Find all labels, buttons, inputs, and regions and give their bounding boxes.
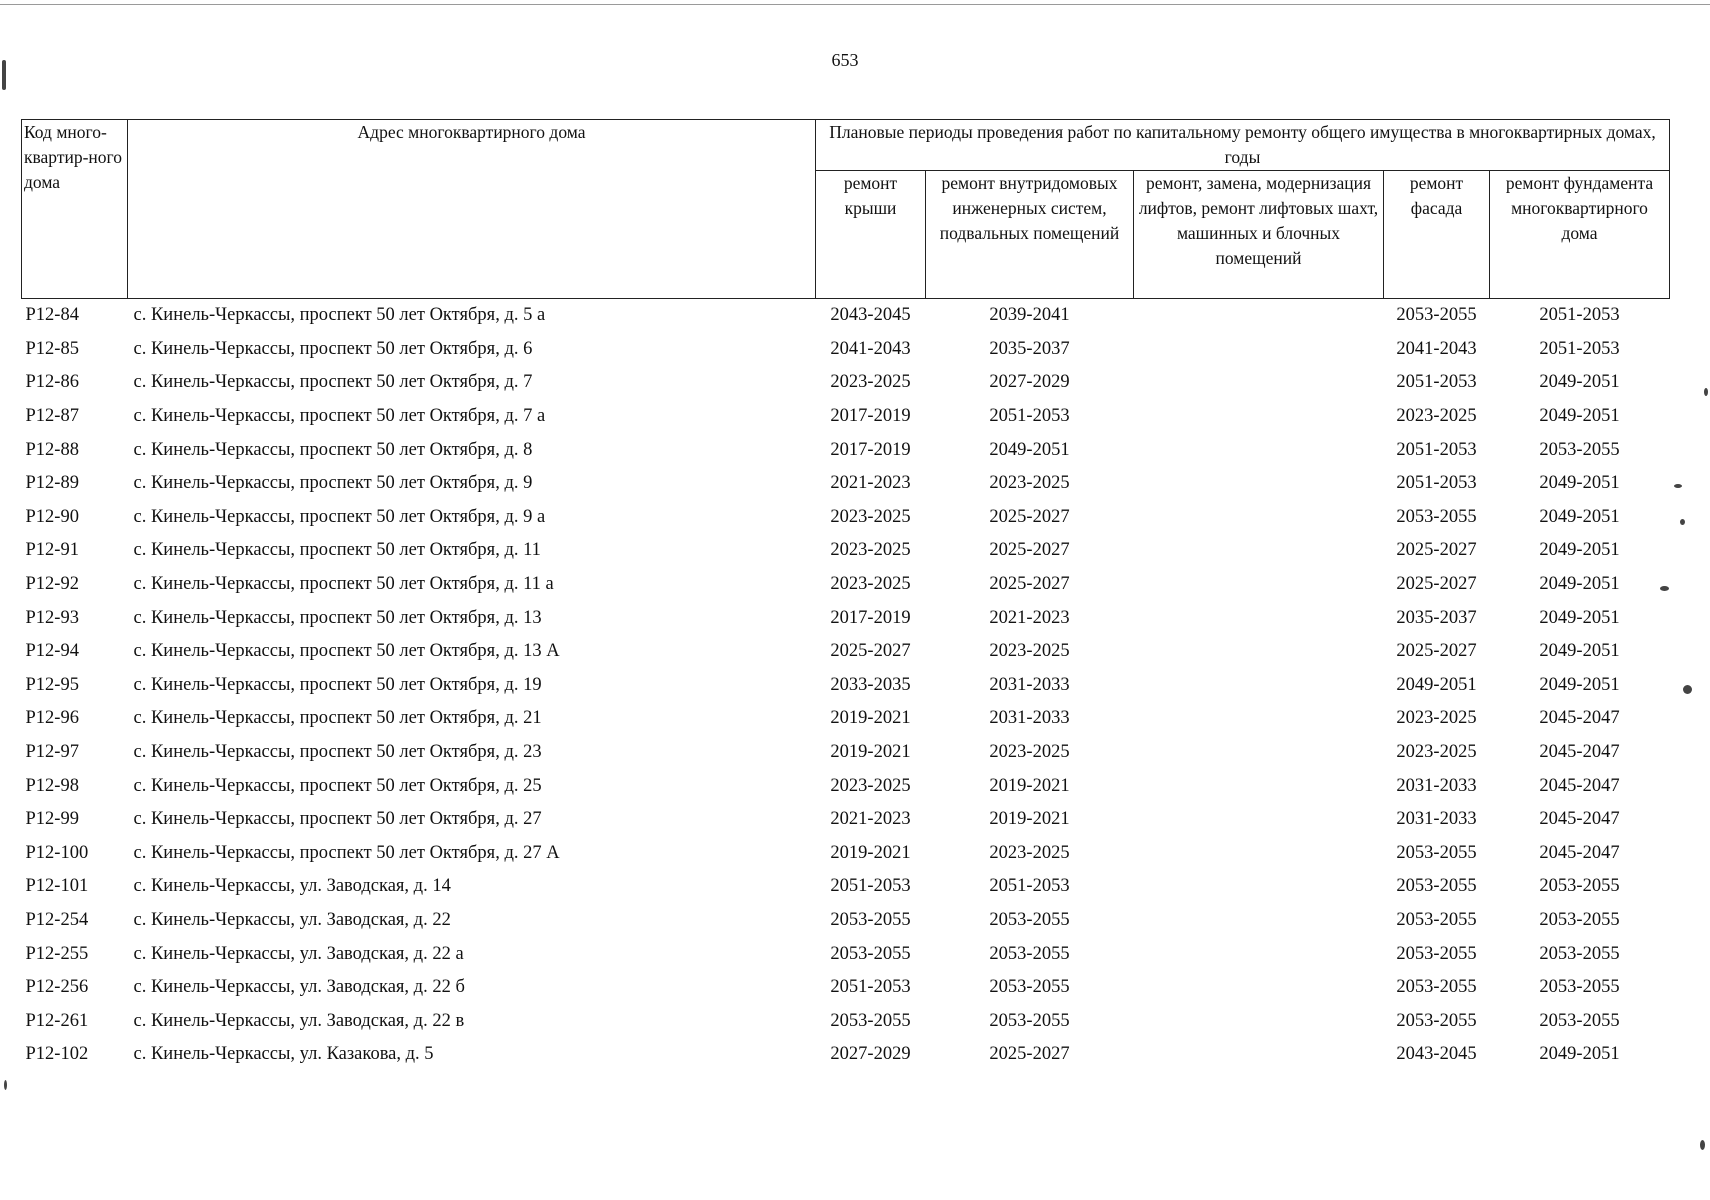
table-row <box>22 971 1670 1005</box>
table-row <box>22 937 1670 971</box>
cell-systems: 2035-2037 <box>989 338 1070 359</box>
cell-lifts <box>1134 769 1384 803</box>
cell-lifts <box>1134 433 1384 467</box>
cell-roof: 2041-2043 <box>830 338 911 359</box>
cell-roof: 2053-2055 <box>830 909 911 930</box>
cell-lifts <box>1134 1004 1384 1038</box>
cell-facade: 2053-2055 <box>1396 943 1477 964</box>
cell-foundation: 2049-2051 <box>1539 1044 1620 1065</box>
cell-address: с. Кинель-Черкассы, проспект 50 лет Октября, д. 5 а <box>133 305 546 326</box>
cell-facade: 2053-2055 <box>1396 842 1477 863</box>
cell-foundation: 2045-2047 <box>1539 742 1620 763</box>
scan-speck <box>1704 388 1708 396</box>
scan-speck <box>1674 484 1682 488</box>
cell-address: с. Кинель-Черкассы, проспект 50 лет Октября, д. 7 <box>133 372 533 393</box>
cell-facade: 2053-2055 <box>1396 977 1477 998</box>
cell-address: с. Кинель-Черкассы, проспект 50 лет Октября, д. 11 <box>133 540 541 561</box>
header-systems: ремонт внутридомовых инженерных систем, подвальных помещений <box>926 171 1134 299</box>
cell-code: Р12-102 <box>25 1044 89 1065</box>
cell-facade: 2041-2043 <box>1396 338 1477 359</box>
cell-address: с. Кинель-Черкассы, проспект 50 лет Октября, д. 11 а <box>133 574 554 595</box>
cell-foundation: 2053-2055 <box>1539 909 1620 930</box>
cell-systems: 2025-2027 <box>989 506 1070 527</box>
cell-roof: 2053-2055 <box>830 943 911 964</box>
repair-schedule-table <box>21 119 1670 1072</box>
cell-facade: 2053-2055 <box>1396 909 1477 930</box>
cell-roof: 2023-2025 <box>830 506 911 527</box>
cell-facade: 2031-2033 <box>1396 775 1477 796</box>
cell-lifts <box>1134 366 1384 400</box>
cell-code: Р12-86 <box>25 372 79 393</box>
cell-roof: 2019-2021 <box>830 742 911 763</box>
cell-roof: 2053-2055 <box>830 1010 911 1031</box>
cell-address: с. Кинель-Черкассы, ул. Заводская, д. 22 а <box>133 943 464 964</box>
table-row <box>22 669 1670 703</box>
cell-facade: 2031-2033 <box>1396 809 1477 830</box>
header-periods-group: Плановые периоды проведения работ по капитальному ремонту общего имущества в многоквартирных домах, годы <box>816 120 1670 171</box>
cell-lifts <box>1134 937 1384 971</box>
cell-foundation: 2053-2055 <box>1539 439 1620 460</box>
cell-foundation: 2045-2047 <box>1539 775 1620 796</box>
cell-systems: 2053-2055 <box>989 909 1070 930</box>
cell-roof: 2019-2021 <box>830 708 911 729</box>
cell-foundation: 2051-2053 <box>1539 305 1620 326</box>
cell-address: с. Кинель-Черкассы, проспект 50 лет Октября, д. 9 <box>133 473 533 494</box>
scan-speck <box>4 1080 7 1090</box>
cell-roof: 2023-2025 <box>830 775 911 796</box>
cell-code: Р12-97 <box>25 742 79 763</box>
cell-systems: 2039-2041 <box>989 305 1070 326</box>
cell-address: с. Кинель-Черкассы, проспект 50 лет Октября, д. 25 <box>133 775 542 796</box>
table-row <box>22 400 1670 434</box>
scan-speck <box>1700 1140 1705 1150</box>
cell-lifts <box>1134 1038 1384 1072</box>
cell-systems: 2023-2025 <box>989 742 1070 763</box>
table-row <box>22 1038 1670 1072</box>
cell-facade: 2025-2027 <box>1396 641 1477 662</box>
table-row <box>22 769 1670 803</box>
header-address: Адрес многоквартирного дома <box>128 120 816 299</box>
cell-address: с. Кинель-Черкассы, ул. Заводская, д. 22 <box>133 909 451 930</box>
cell-lifts <box>1134 971 1384 1005</box>
cell-lifts <box>1134 669 1384 703</box>
cell-foundation: 2049-2051 <box>1539 641 1620 662</box>
cell-roof: 2043-2045 <box>830 305 911 326</box>
cell-lifts <box>1134 299 1384 333</box>
cell-code: Р12-95 <box>25 674 79 695</box>
cell-code: Р12-87 <box>25 406 79 427</box>
table-row <box>22 635 1670 669</box>
cell-address: с. Кинель-Черкассы, ул. Заводская, д. 22 б <box>133 977 465 998</box>
header-facade: ремонт фасада <box>1384 171 1490 299</box>
cell-systems: 2031-2033 <box>989 708 1070 729</box>
cell-foundation: 2049-2051 <box>1539 674 1620 695</box>
cell-lifts <box>1134 736 1384 770</box>
cell-facade: 2023-2025 <box>1396 742 1477 763</box>
cell-code: Р12-89 <box>25 473 79 494</box>
cell-systems: 2027-2029 <box>989 372 1070 393</box>
table-row <box>22 467 1670 501</box>
cell-facade: 2049-2051 <box>1396 674 1477 695</box>
cell-foundation: 2053-2055 <box>1539 943 1620 964</box>
table-row <box>22 333 1670 367</box>
cell-address: с. Кинель-Черкассы, проспект 50 лет Октября, д. 9 а <box>133 506 546 527</box>
cell-facade: 2051-2053 <box>1396 372 1477 393</box>
table-header <box>22 120 1670 299</box>
cell-facade: 2025-2027 <box>1396 574 1477 595</box>
cell-lifts <box>1134 837 1384 871</box>
cell-systems: 2023-2025 <box>989 842 1070 863</box>
table-row <box>22 702 1670 736</box>
table-row <box>22 601 1670 635</box>
cell-roof: 2017-2019 <box>830 406 911 427</box>
page-number: 653 <box>831 50 859 70</box>
cell-address: с. Кинель-Черкассы, ул. Казакова, д. 5 <box>133 1044 434 1065</box>
cell-roof: 2023-2025 <box>830 372 911 393</box>
header-code: Код много-квартир-ного дома <box>22 120 128 299</box>
cell-foundation: 2045-2047 <box>1539 842 1620 863</box>
cell-foundation: 2049-2051 <box>1539 506 1620 527</box>
cell-systems: 2025-2027 <box>989 1044 1070 1065</box>
cell-code: Р12-90 <box>25 506 79 527</box>
cell-code: Р12-96 <box>25 708 79 729</box>
cell-facade: 2053-2055 <box>1396 876 1477 897</box>
table-row <box>22 803 1670 837</box>
cell-facade: 2023-2025 <box>1396 406 1477 427</box>
cell-address: с. Кинель-Черкассы, проспект 50 лет Октября, д. 6 <box>133 338 533 359</box>
scan-speck <box>2 60 6 90</box>
cell-lifts <box>1134 400 1384 434</box>
cell-foundation: 2053-2055 <box>1539 977 1620 998</box>
cell-code: Р12-91 <box>25 540 79 561</box>
cell-foundation: 2051-2053 <box>1539 338 1620 359</box>
cell-systems: 2025-2027 <box>989 540 1070 561</box>
table-row <box>22 870 1670 904</box>
cell-address: с. Кинель-Черкассы, проспект 50 лет Октября, д. 27 <box>133 809 542 830</box>
cell-address: с. Кинель-Черкассы, проспект 50 лет Октября, д. 23 <box>133 742 542 763</box>
cell-systems: 2053-2055 <box>989 977 1070 998</box>
cell-roof: 2027-2029 <box>830 1044 911 1065</box>
cell-address: с. Кинель-Черкассы, проспект 50 лет Октября, д. 21 <box>133 708 542 729</box>
cell-facade: 2051-2053 <box>1396 439 1477 460</box>
top-rule <box>0 4 1710 5</box>
cell-address: с. Кинель-Черкассы, ул. Заводская, д. 14 <box>133 876 451 897</box>
cell-systems: 2021-2023 <box>989 607 1070 628</box>
cell-roof: 2023-2025 <box>830 574 911 595</box>
cell-roof: 2021-2023 <box>830 809 911 830</box>
cell-lifts <box>1134 534 1384 568</box>
cell-code: Р12-100 <box>25 842 89 863</box>
cell-lifts <box>1134 568 1384 602</box>
cell-facade: 2023-2025 <box>1396 708 1477 729</box>
cell-systems: 2031-2033 <box>989 674 1070 695</box>
cell-lifts <box>1134 702 1384 736</box>
cell-roof: 2021-2023 <box>830 473 911 494</box>
table-row <box>22 433 1670 467</box>
cell-address: с. Кинель-Черкассы, проспект 50 лет Октября, д. 13 А <box>133 641 560 662</box>
table-row <box>22 534 1670 568</box>
table-row <box>22 1004 1670 1038</box>
cell-lifts <box>1134 870 1384 904</box>
cell-facade: 2043-2045 <box>1396 1044 1477 1065</box>
scan-speck <box>1683 685 1692 694</box>
header-foundation: ремонт фундамента многоквартирного дома <box>1490 171 1670 299</box>
cell-systems: 2019-2021 <box>989 809 1070 830</box>
cell-foundation: 2049-2051 <box>1539 473 1620 494</box>
cell-systems: 2023-2025 <box>989 641 1070 662</box>
cell-systems: 2051-2053 <box>989 406 1070 427</box>
cell-facade: 2051-2053 <box>1396 473 1477 494</box>
cell-roof: 2017-2019 <box>830 607 911 628</box>
cell-systems: 2053-2055 <box>989 943 1070 964</box>
cell-roof: 2023-2025 <box>830 540 911 561</box>
cell-code: Р12-255 <box>25 943 89 964</box>
cell-foundation: 2045-2047 <box>1539 809 1620 830</box>
cell-foundation: 2045-2047 <box>1539 708 1620 729</box>
header-lifts: ремонт, замена, модернизация лифтов, ремонт лифтовых шахт, машинных и блочных помещений <box>1134 171 1384 299</box>
table-row <box>22 837 1670 871</box>
cell-systems: 2051-2053 <box>989 876 1070 897</box>
cell-foundation: 2049-2051 <box>1539 540 1620 561</box>
table-row <box>22 299 1670 333</box>
cell-address: с. Кинель-Черкассы, проспект 50 лет Октября, д. 8 <box>133 439 533 460</box>
cell-foundation: 2053-2055 <box>1539 1010 1620 1031</box>
cell-code: Р12-85 <box>25 338 79 359</box>
cell-foundation: 2053-2055 <box>1539 876 1620 897</box>
cell-lifts <box>1134 501 1384 535</box>
cell-foundation: 2049-2051 <box>1539 574 1620 595</box>
cell-facade: 2053-2055 <box>1396 1010 1477 1031</box>
cell-foundation: 2049-2051 <box>1539 406 1620 427</box>
table-row <box>22 736 1670 770</box>
cell-lifts <box>1134 467 1384 501</box>
cell-systems: 2049-2051 <box>989 439 1070 460</box>
table-row <box>22 568 1670 602</box>
cell-address: с. Кинель-Черкассы, проспект 50 лет Октября, д. 27 А <box>133 842 560 863</box>
table-row <box>22 366 1670 400</box>
cell-facade: 2053-2055 <box>1396 506 1477 527</box>
cell-roof: 2017-2019 <box>830 439 911 460</box>
cell-code: Р12-101 <box>25 876 89 897</box>
cell-facade: 2025-2027 <box>1396 540 1477 561</box>
scan-speck <box>1660 586 1669 591</box>
cell-lifts <box>1134 601 1384 635</box>
cell-lifts <box>1134 635 1384 669</box>
cell-foundation: 2049-2051 <box>1539 607 1620 628</box>
cell-code: Р12-99 <box>25 809 79 830</box>
cell-facade: 2053-2055 <box>1396 305 1477 326</box>
cell-code: Р12-261 <box>25 1010 89 1031</box>
table-body <box>22 299 1670 1072</box>
cell-code: Р12-94 <box>25 641 79 662</box>
cell-foundation: 2049-2051 <box>1539 372 1620 393</box>
cell-code: Р12-254 <box>25 909 89 930</box>
scan-speck <box>1680 519 1685 525</box>
table-row <box>22 501 1670 535</box>
cell-code: Р12-84 <box>25 305 79 326</box>
cell-systems: 2025-2027 <box>989 574 1070 595</box>
cell-lifts <box>1134 904 1384 938</box>
repair-schedule-table-wrap <box>21 119 1670 1072</box>
cell-address: с. Кинель-Черкассы, проспект 50 лет Октября, д. 7 а <box>133 406 546 427</box>
cell-address: с. Кинель-Черкассы, проспект 50 лет Октября, д. 19 <box>133 674 542 695</box>
cell-lifts <box>1134 803 1384 837</box>
table-row <box>22 904 1670 938</box>
cell-code: Р12-92 <box>25 574 79 595</box>
cell-address: с. Кинель-Черкассы, ул. Заводская, д. 22 в <box>133 1010 465 1031</box>
cell-code: Р12-98 <box>25 775 79 796</box>
cell-code: Р12-93 <box>25 607 79 628</box>
cell-roof: 2019-2021 <box>830 842 911 863</box>
cell-address: с. Кинель-Черкассы, проспект 50 лет Октября, д. 13 <box>133 607 542 628</box>
cell-systems: 2023-2025 <box>989 473 1070 494</box>
cell-facade: 2035-2037 <box>1396 607 1477 628</box>
cell-roof: 2025-2027 <box>830 641 911 662</box>
cell-code: Р12-256 <box>25 977 89 998</box>
header-roof: ремонт крыши <box>816 171 926 299</box>
cell-systems: 2019-2021 <box>989 775 1070 796</box>
cell-lifts <box>1134 333 1384 367</box>
cell-systems: 2053-2055 <box>989 1010 1070 1031</box>
cell-roof: 2051-2053 <box>830 977 911 998</box>
cell-roof: 2051-2053 <box>830 876 911 897</box>
cell-roof: 2033-2035 <box>830 674 911 695</box>
cell-code: Р12-88 <box>25 439 79 460</box>
